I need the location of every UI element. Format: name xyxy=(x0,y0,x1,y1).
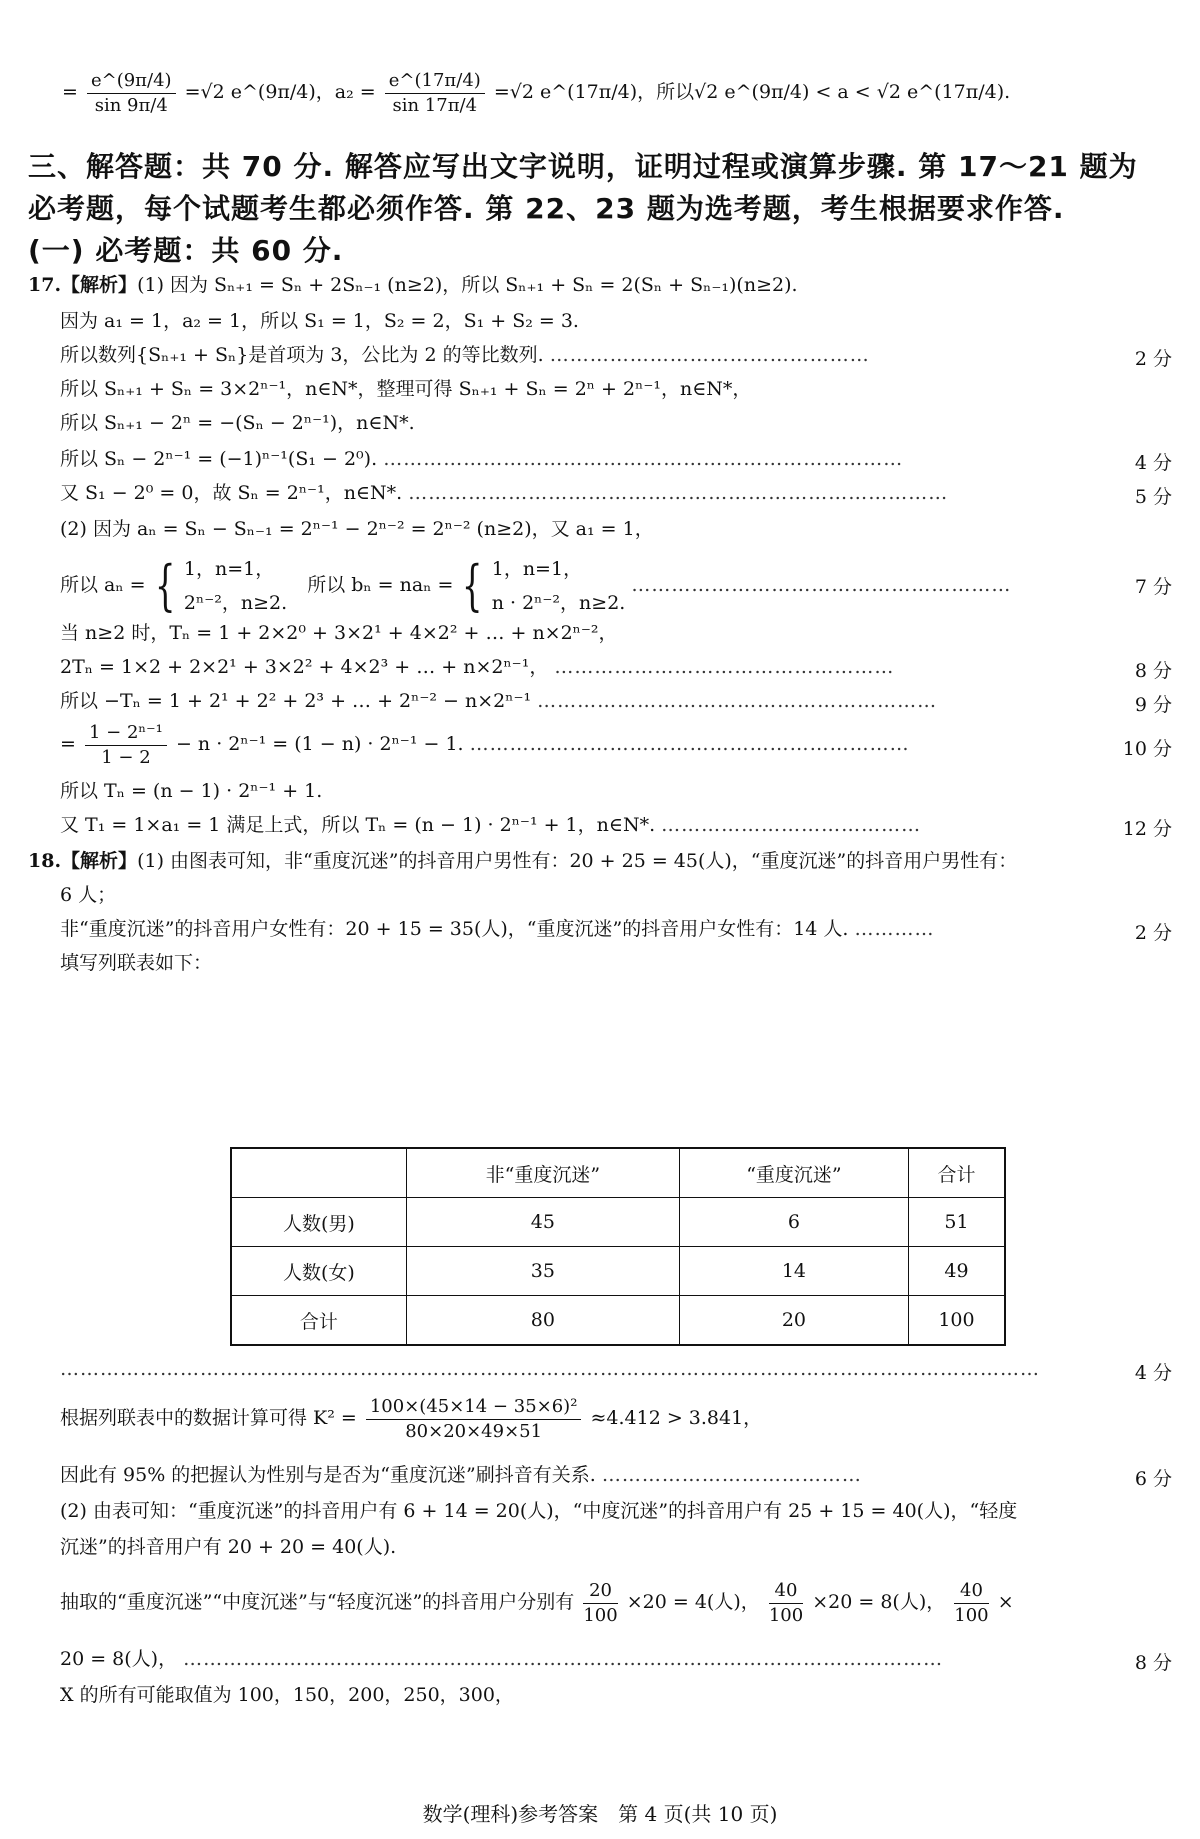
table-cell: 80 xyxy=(406,1296,679,1346)
q18-line: 沉迷”的抖音用户有 20 + 20 = 40(人). xyxy=(60,1536,397,1558)
score: 2 分 xyxy=(1134,922,1172,944)
question-tag: 18.【解析】 xyxy=(28,850,138,872)
leader-dots: ………………………………………………… xyxy=(631,574,1012,596)
q18-line: 18.【解析】(1) 由图表可知，非“重度沉迷”的抖音用户男性有：20 + 25 = 45(人)，“重度沉迷”的抖音用户男性有： xyxy=(28,850,1018,872)
q18-line: X 的所有可能取值为 100，150，200，250，300， xyxy=(60,1684,514,1706)
table-cell: 35 xyxy=(406,1247,679,1296)
leader-dots: ………………………………………………………… xyxy=(469,733,910,756)
score: 8 分 xyxy=(1134,1652,1172,1674)
brace-icon: { xyxy=(462,554,483,617)
table-row xyxy=(231,1296,1005,1346)
question-tag: 17.【解析】 xyxy=(28,274,138,296)
table-cell: 45 xyxy=(406,1198,679,1247)
fraction: $\frac{e\^{}(9\pi/4)}{\sin 9\pi/4}$ xyxy=(87,70,176,116)
q17-cases-line: 所以 aₙ = { 1，n=1， 2ⁿ⁻²，n≥2. 所以 bₙ = naₙ = { 1，n=1， n · 2ⁿ⁻²，n≥2. ………………………………………………… xyxy=(60,552,1011,620)
table-cell: 人数(女) xyxy=(231,1247,406,1296)
cases: 1，n=1， n · 2ⁿ⁻²，n≥2. xyxy=(491,558,626,614)
fraction: $\frac{\text{1 − 2ⁿ⁻¹}}{1 - 2}$ xyxy=(85,722,167,768)
fraction: $\frac{20}{100}$ xyxy=(583,1580,618,1626)
q17-line: 当 n≥2 时，Tₙ = 1 + 2×2⁰ + 3×2¹ + 4×2² + … + n×2ⁿ⁻²， xyxy=(60,622,618,644)
leader-dots: ………………………………………… xyxy=(549,344,870,366)
fraction: $\frac{\text{100×(45×14 − 35×6)²}}{80\times 20\times 49\times 51}$ xyxy=(366,1396,582,1442)
q18-line: 6 人； xyxy=(60,884,117,906)
q17-line: 又 S₁ − 2⁰ = 0，故 Sₙ = 2ⁿ⁻¹，n∈N*. ……………………………………………………………………… xyxy=(60,482,949,504)
table-header-cell: “重度沉迷” xyxy=(679,1148,908,1198)
page-footer: 数学(理科)参考答案 第 4 页(共 10 页) xyxy=(422,1802,778,1826)
q17-line: 2Tₙ = 1×2 + 2×2¹ + 3×2² + 4×2³ + … + n×2ⁿ⁻¹， …………………………………………… xyxy=(60,656,895,678)
contingency-table xyxy=(230,1147,1006,1346)
leader-dots: ………………………………… xyxy=(661,814,922,836)
table-cell xyxy=(231,1148,406,1198)
score: 7 分 xyxy=(1134,576,1172,598)
score: 4 分 xyxy=(1134,452,1172,474)
section-heading: 三、解答题：共 70 分. 解答应写出文字说明，证明过程或演算步骤. 第 17～21 题为 xyxy=(28,150,1138,183)
score: 5 分 xyxy=(1134,486,1172,508)
leader-dots: …………………………………………… xyxy=(554,656,895,678)
table-cell: 100 xyxy=(908,1296,1005,1346)
q17-line: 又 T₁ = 1×a₁ = 1 满足上式，所以 Tₙ = (n − 1) · 2ⁿ⁻¹ + 1，n∈N*. ………………………………… xyxy=(60,814,922,836)
table-row xyxy=(231,1247,1005,1296)
q17-line: 所以 −Tₙ = 1 + 2¹ + 2² + 2³ + … + 2ⁿ⁻² − n×2ⁿ⁻¹ …………………………………………………… xyxy=(60,690,938,712)
section-subheading: (一) 必考题：共 60 分. xyxy=(28,234,344,267)
score: 12 分 xyxy=(1122,818,1172,840)
leader-dots: …………………………………………………… xyxy=(537,690,938,712)
table-cell: 人数(男) xyxy=(231,1198,406,1247)
eq-text: = xyxy=(62,81,78,104)
table-header-cell: 非“重度沉迷” xyxy=(406,1148,679,1198)
q17-line: 所以 Sₙ − 2ⁿ⁻¹ = (−1)ⁿ⁻¹(S₁ − 2⁰). …………………………………………………………………… xyxy=(60,448,904,470)
table-header-cell: 合计 xyxy=(908,1148,1005,1198)
q18-fraction-line: 根据列联表中的数据计算可得 K² = $\frac{\text{100×(45×14 − 35×6)²}}{80\times 20\times 49\times 51}$ ≈4.412 > 3.841， xyxy=(60,1396,763,1442)
table-cell: 51 xyxy=(908,1198,1005,1247)
q17-fraction-line: = $\frac{\text{1 − 2ⁿ⁻¹}}{1 - 2}$ − n · 2ⁿ⁻¹ = (1 − n) · 2ⁿ⁻¹ − 1. ………………………………………………………… xyxy=(60,722,910,768)
q17-line: 因为 a₁ = 1，a₂ = 1，所以 S₁ = 1，S₂ = 2，S₁ + S₂ = 3. xyxy=(60,310,579,332)
fraction: $\frac{40}{100}$ xyxy=(954,1580,989,1626)
q17-line: (2) 因为 aₙ = Sₙ − Sₙ₋₁ = 2ⁿ⁻¹ − 2ⁿ⁻² = 2ⁿ⁻² (n≥2)，又 a₁ = 1， xyxy=(60,518,654,540)
leader-dots: ……………………………………………………………………… xyxy=(408,482,949,504)
table-cell: 49 xyxy=(908,1247,1005,1296)
score: 9 分 xyxy=(1134,694,1172,716)
leader-dots: …………………………………………………………………… xyxy=(383,448,904,470)
table-cell: 14 xyxy=(679,1247,908,1296)
q17-line: 所以 Sₙ₊₁ − 2ⁿ = −(Sₙ − 2ⁿ⁻¹)，n∈N*. xyxy=(60,412,415,434)
leader-dots: ………………………………… xyxy=(601,1464,862,1486)
score: 4 分 xyxy=(1134,1362,1172,1384)
score: 6 分 xyxy=(1134,1468,1172,1490)
fraction: $\frac{40}{100}$ xyxy=(768,1580,804,1626)
score: 2 分 xyxy=(1134,348,1172,370)
section-heading: 必考题，每个试题考生都必须作答. 第 22、23 题为选考题，考生根据要求作答. xyxy=(28,192,1065,225)
q17-line: 17.【解析】(1) 因为 Sₙ₊₁ = Sₙ + 2Sₙ₋₁ (n≥2)，所以 Sₙ₊₁ + Sₙ = 2(Sₙ + Sₙ₋₁)(n≥2). xyxy=(28,274,798,296)
q18-line: 20 = 8(人)， …………………………………………………………………………………………………… xyxy=(60,1648,944,1670)
q18-line: 填写列联表如下： xyxy=(60,952,213,974)
fraction: $\frac{e\^{}(17\pi/4)}{\sin 17\pi/4}$ xyxy=(385,70,485,116)
table-header-row xyxy=(231,1148,1005,1198)
table-row xyxy=(231,1198,1005,1247)
q18-line: 因此有 95% 的把握认为性别与是否为“重度沉迷”刷抖音有关系. ………………………………… xyxy=(60,1464,862,1486)
q17-line: 所以 Sₙ₊₁ + Sₙ = 3×2ⁿ⁻¹，n∈N*，整理可得 Sₙ₊₁ + Sₙ = 2ⁿ + 2ⁿ⁻¹，n∈N*， xyxy=(60,378,752,400)
table-cell: 合计 xyxy=(231,1296,406,1346)
q17-line: 所以数列{Sₙ₊₁ + Sₙ}是首项为 3，公比为 2 的等比数列. ………………………………………… xyxy=(60,344,870,366)
score: 8 分 xyxy=(1134,660,1172,682)
q17-line: 所以 Tₙ = (n − 1) · 2ⁿ⁻¹ + 1. xyxy=(60,780,323,802)
eq-text: =√2 e^(9π/4)，a₂ = xyxy=(184,81,376,104)
cases: 1，n=1， 2ⁿ⁻²，n≥2. xyxy=(183,558,288,614)
q18-fraction-line: 抽取的“重度沉迷”“中度沉迷”与“轻度沉迷”的抖音用户分别有 $\frac{20}{100}$ ×20 = 4(人)， $\frac{40}{100}$ ×20 = 8(人)， $\frac{40}{100}$ × xyxy=(60,1580,1014,1626)
leader-dots: ………… xyxy=(854,918,935,940)
brace-icon: { xyxy=(154,554,176,617)
q18-line: 非“重度沉迷”的抖音用户女性有：20 + 15 = 35(人)，“重度沉迷”的抖音用户女性有：14 人. ………… xyxy=(60,918,935,940)
eq-text: =√2 e^(17π/4)，所以√2 e^(9π/4) < a < √2 e^(17π/4). xyxy=(493,81,1011,104)
table-cell: 20 xyxy=(679,1296,908,1346)
q18-line: (2) 由表可知：“重度沉迷”的抖音用户有 6 + 14 = 20(人)，“中度沉迷”的抖音用户有 25 + 15 = 40(人)，“轻度 xyxy=(60,1500,1018,1522)
table-cell: 6 xyxy=(679,1198,908,1247)
leader-dots: …………………………………………………………………………………………………… xyxy=(183,1648,944,1670)
score: 10 分 xyxy=(1122,738,1172,760)
continuation-line xyxy=(62,70,1010,116)
leader-dots: ………………………………………………………………………………………………………………………………… xyxy=(60,1358,1040,1380)
